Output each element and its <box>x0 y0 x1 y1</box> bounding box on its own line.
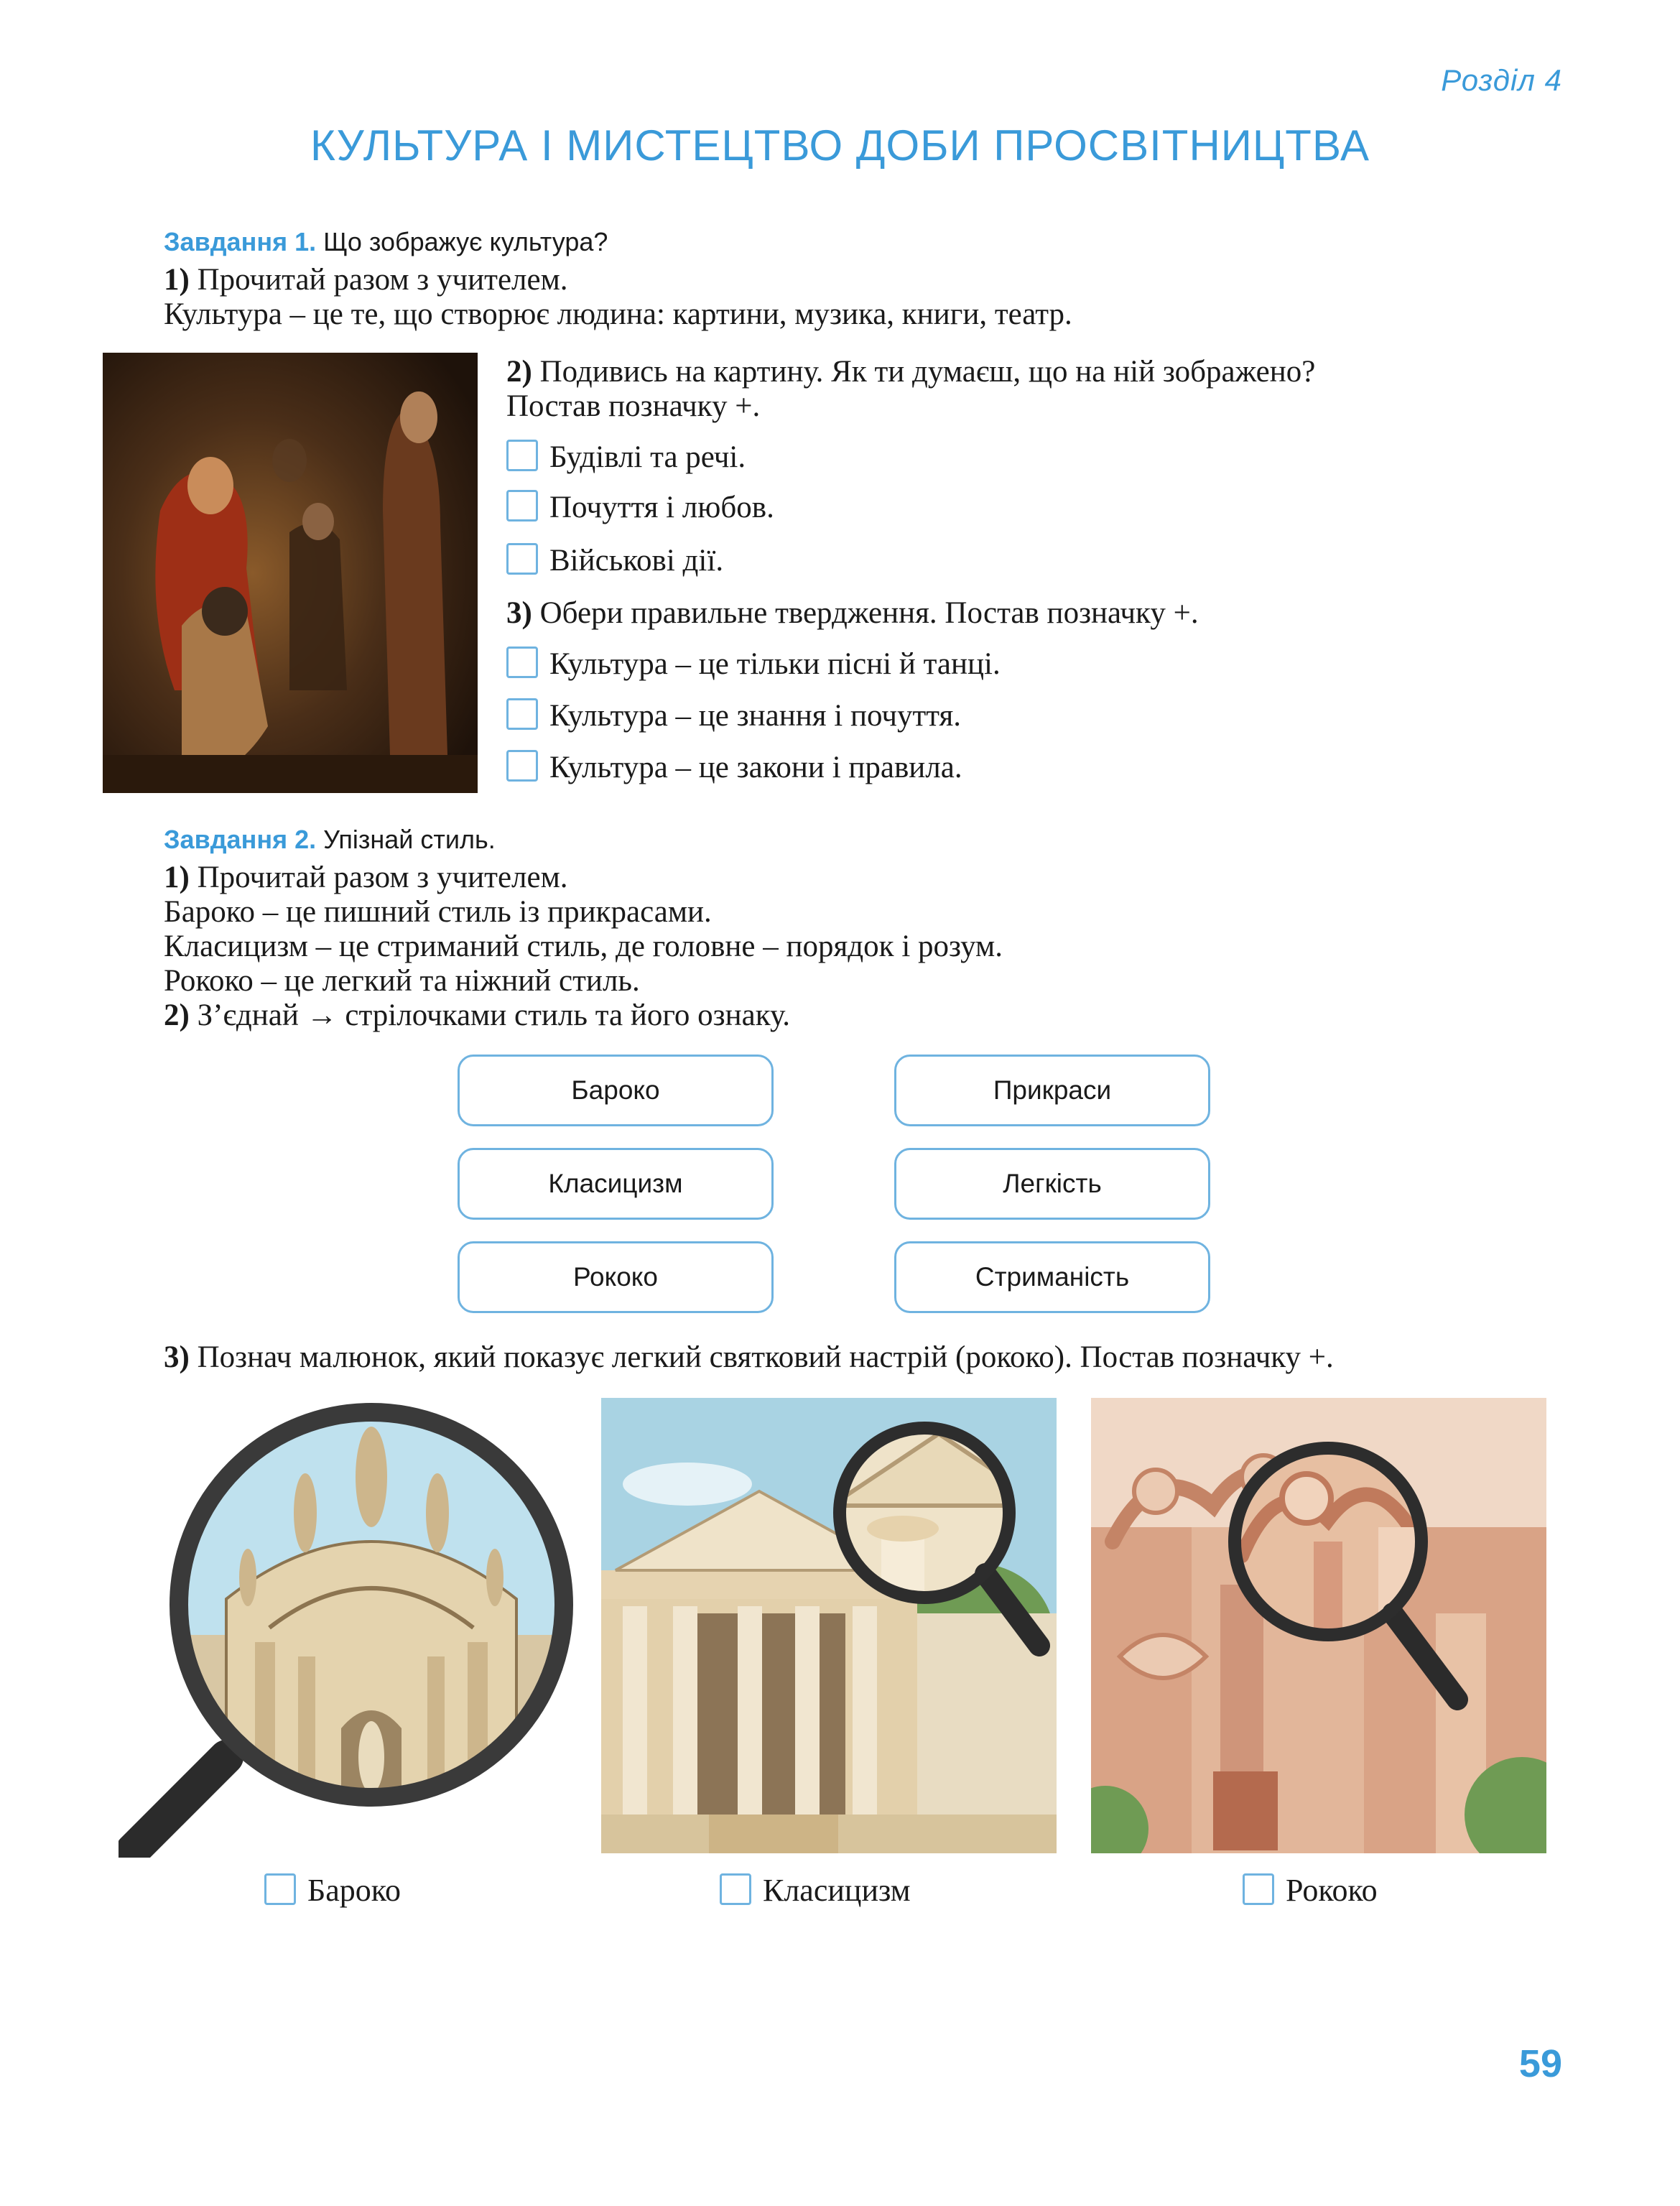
task2-step1-text: Прочитай разом з учителем. <box>197 861 568 894</box>
caption-classicism <box>720 1872 911 1909</box>
statement-1 <box>506 646 1001 682</box>
caption-rococo <box>1243 1872 1378 1909</box>
task1-step3 <box>506 596 1199 631</box>
caption-label: Бароко <box>307 1873 401 1908</box>
task1-prompt: Що зображує культура? <box>323 227 608 256</box>
style-card-baroque[interactable]: Бароко <box>458 1055 774 1126</box>
checkbox[interactable] <box>1243 1873 1274 1905</box>
page-number: 59 <box>1518 2042 1562 2085</box>
checkbox[interactable] <box>506 646 538 678</box>
checkbox[interactable] <box>506 698 538 730</box>
checkbox[interactable] <box>506 440 538 471</box>
task2-number: Завдання 2. <box>164 825 317 854</box>
task1-step2-text: Подивись на картину. Як ти думаєш, що на ній зображено? <box>539 355 1316 389</box>
trait-card-decorations[interactable]: Прикраси <box>894 1055 1210 1126</box>
magnifier-icon <box>133 1757 226 1850</box>
task2-step2-num: 2) <box>164 998 190 1032</box>
task1-step1-text: Прочитай разом з учителем. <box>197 263 568 297</box>
statement-label: Культура – це знання і почуття. <box>549 699 962 733</box>
task2-step3-num: 3) <box>164 1340 190 1374</box>
statement-label: Культура – це тільки пісні й танці. <box>549 647 1001 681</box>
statement-2 <box>506 698 961 733</box>
option-military <box>506 543 723 578</box>
classicism-illustration <box>601 1398 1057 1853</box>
task1-step1 <box>164 263 568 297</box>
task2-step2 <box>164 998 790 1033</box>
task2-prompt: Упізнай стиль. <box>323 825 496 854</box>
style-card-classicism[interactable]: Класицизм <box>458 1148 774 1220</box>
task1-step2 <box>506 355 1315 389</box>
task2-heading <box>164 825 496 855</box>
task1-number: Завдання 1. <box>164 227 317 256</box>
rococo-illustration <box>1091 1398 1546 1853</box>
task1-step2-num: 2) <box>506 355 532 389</box>
classicism-definition: Класицизм – це стриманий стиль, де головне – порядок і розум. <box>164 930 1003 963</box>
option-buildings <box>506 440 746 475</box>
checkbox[interactable] <box>264 1873 296 1905</box>
task1-definition: Культура – це те, що створює людина: картини, музика, книги, театр. <box>164 297 1072 331</box>
task2-step2-text: З’єднай → стрілочками стиль та його ознаку. <box>197 998 790 1032</box>
baroque-illustration <box>119 1398 578 1858</box>
option-label: Почуття і любов. <box>549 491 774 524</box>
task1-step2-cont: Постав позначку +. <box>506 389 761 423</box>
page-title: КУЛЬТУРА І МИСТЕЦТВО ДОБИ ПРОСВІТНИЦТВА <box>310 121 1370 170</box>
task2-step1 <box>164 861 568 895</box>
painting-prodigal-son <box>103 353 478 793</box>
trait-card-lightness[interactable]: Легкість <box>894 1148 1210 1220</box>
style-card-rococo[interactable]: Рококо <box>458 1241 774 1313</box>
checkbox[interactable] <box>506 750 538 782</box>
task1-step3-num: 3) <box>506 596 532 630</box>
task2-step3-text: Познач малюнок, який показує легкий святковий настрій (рококо). Постав позначку +. <box>197 1340 1334 1374</box>
statement-3 <box>506 750 962 785</box>
caption-baroque <box>264 1872 401 1909</box>
baroque-definition: Бароко – це пишний стиль із прикрасами. <box>164 895 712 929</box>
task1-heading <box>164 227 608 257</box>
checkbox[interactable] <box>506 490 538 522</box>
task2-step3 <box>164 1340 1334 1375</box>
task2-step1-num: 1) <box>164 861 190 894</box>
task1-step1-num: 1) <box>164 263 190 297</box>
task1-step3-text: Обери правильне твердження. Постав позначку +. <box>539 596 1199 630</box>
option-feelings <box>506 490 774 525</box>
option-label: Будівлі та речі. <box>549 440 746 474</box>
caption-label: Класицизм <box>763 1873 911 1908</box>
checkbox[interactable] <box>506 543 538 575</box>
option-label: Військові дії. <box>549 544 724 578</box>
statement-label: Культура – це закони і правила. <box>549 751 962 784</box>
rococo-definition: Рококо – це легкий та ніжний стиль. <box>164 964 640 998</box>
trait-card-restraint[interactable]: Стриманість <box>894 1241 1210 1313</box>
caption-label: Рококо <box>1286 1873 1378 1908</box>
checkbox[interactable] <box>720 1873 751 1905</box>
section-label: Розділ 4 <box>1441 63 1562 97</box>
